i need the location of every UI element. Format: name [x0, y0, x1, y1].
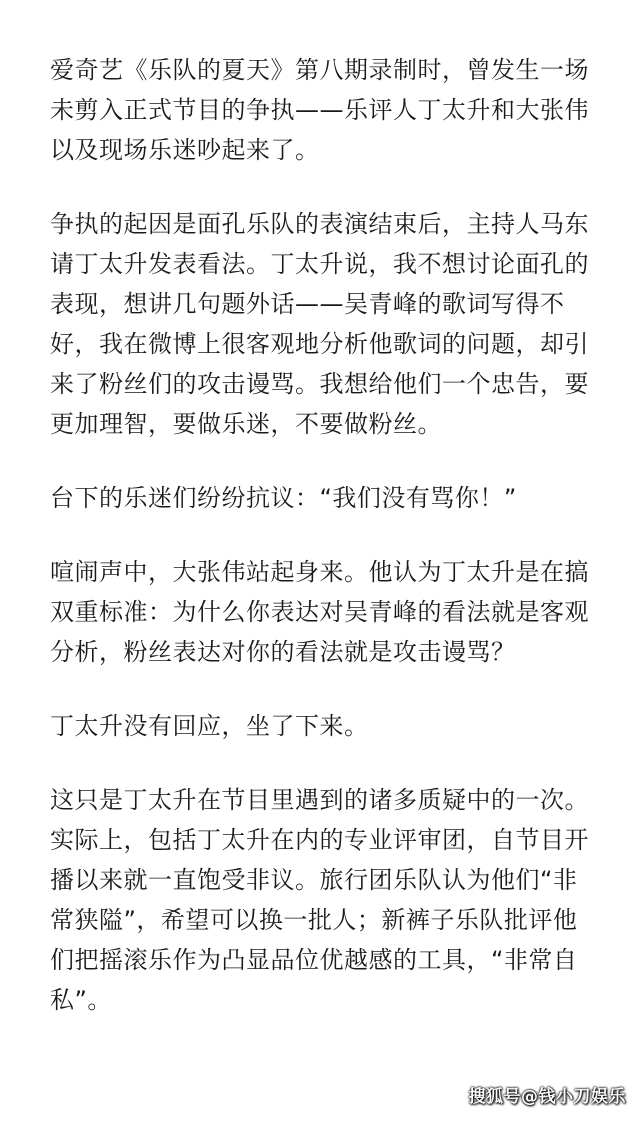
paragraph-1 — [50, 50, 598, 170]
paragraph-5 — [50, 706, 598, 746]
text-line: 这只是丁太升在节目里遇到的诸多质疑中的一次。 — [50, 786, 589, 814]
text-line: 以及现场乐迷吵起来了。 — [50, 136, 320, 164]
article-body — [50, 50, 598, 1054]
paragraph-4 — [50, 552, 598, 672]
text-line: 分析，粉丝表达对你的看法就是攻击谩骂？ — [50, 638, 516, 666]
text-line: 表现，想讲几句题外话——吴青峰的歌词写得不 — [50, 290, 565, 318]
text-line: 们把摇滚乐作为凸显品位优越感的工具，“非常自 — [50, 946, 578, 974]
paragraph-6 — [50, 780, 598, 1020]
text-line: 更加理智，要做乐迷，不要做粉丝。 — [50, 410, 442, 438]
text-line: 丁太升没有回应，坐了下来。 — [50, 712, 369, 740]
text-line: 双重标准：为什么你表达对吴青峰的看法就是客观 — [50, 598, 589, 626]
text-line: 争执的起因是面孔乐队的表演结束后，主持人马东 — [50, 210, 589, 238]
text-line: 未剪入正式节目的争执——乐评人丁太升和大张伟 — [50, 96, 589, 124]
text-line: 请丁太升发表看法。丁太升说，我不想讨论面孔的 — [50, 250, 589, 278]
paragraph-3 — [50, 478, 598, 518]
text-line: 台下的乐迷们纷纷抗议：“我们没有骂你！” — [50, 484, 517, 512]
text-line: 私”。 — [50, 986, 112, 1014]
source-watermark: 搜狐号@钱小刀娱乐 — [468, 1087, 626, 1107]
text-line: 好，我在微博上很客观地分析他歌词的问题，却引 — [50, 330, 589, 358]
paragraph-2 — [50, 204, 598, 444]
text-line: 播以来就一直饱受非议。旅行团乐队认为他们“非 — [50, 866, 578, 894]
text-line: 实际上，包括丁太升在内的专业评审团，自节目开 — [50, 826, 589, 854]
text-line: 喧闹声中，大张伟站起身来。他认为丁太升是在搞 — [50, 558, 589, 586]
text-line: 爱奇艺《乐队的夏天》第八期录制时，曾发生一场 — [50, 56, 589, 84]
text-line: 来了粉丝们的攻击谩骂。我想给他们一个忠告，要 — [50, 370, 589, 398]
text-line: 常狭隘”，希望可以换一批人；新裤子乐队批评他 — [50, 906, 578, 934]
